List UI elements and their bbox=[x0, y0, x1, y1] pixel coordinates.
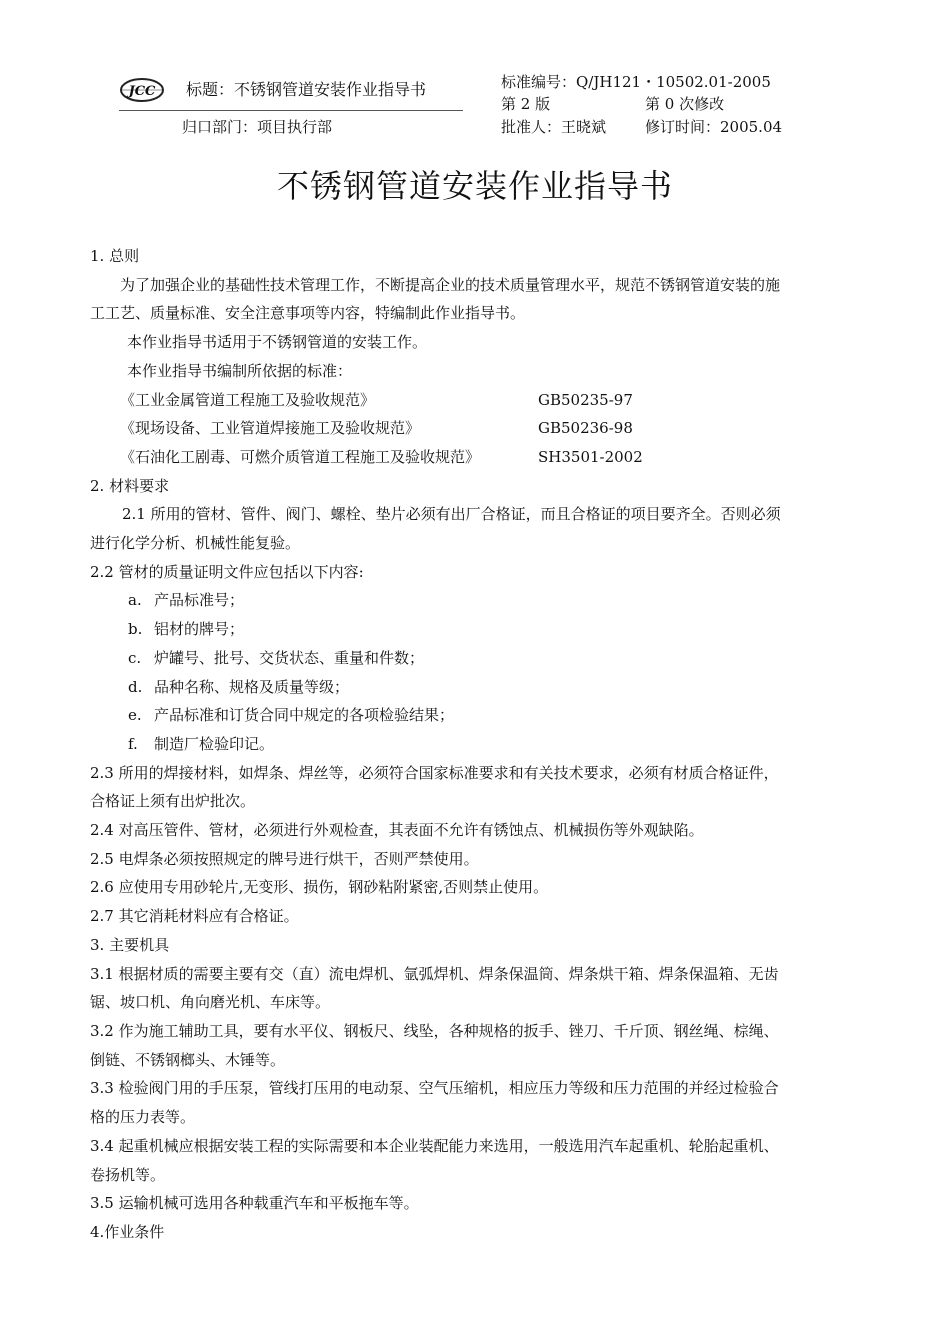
standard-number: 标准编号：Q/JH121・10502.01-2005 bbox=[501, 73, 771, 91]
list-item bbox=[90, 701, 862, 730]
paragraph: 锯、坡口机、角向磨光机、车床等。 bbox=[90, 993, 331, 1012]
section-3-heading: 3. 主要机具 bbox=[90, 935, 170, 954]
section-1-heading: 1. 总则 bbox=[90, 247, 140, 265]
approver: 批准人：王晓斌 bbox=[501, 118, 607, 136]
paragraph: 3.4 起重机械应根据安装工程的实际需要和本企业装配能力来选用，一般选用汽车起重机、轮胎起重机、 bbox=[90, 1136, 779, 1155]
logo-text: JCC bbox=[128, 84, 156, 99]
paragraph: 本作业指导书适用于不锈钢管道的安装工作。 bbox=[127, 333, 428, 352]
header-title-label: 标题： bbox=[186, 80, 235, 99]
department: 归口部门：项目执行部 bbox=[182, 118, 333, 136]
paragraph: 2.2 管材的质量证明文件应包括以下内容: bbox=[90, 562, 364, 581]
paragraph: 3.3 检验阀门用的手压泵，管线打压用的电动泵、空气压缩机，相应压力等级和压力范围的并经过检验合 bbox=[90, 1079, 779, 1098]
list-text: 炉罐号、批号、交货状态、重量和件数； bbox=[154, 648, 425, 667]
list-marker: e. bbox=[128, 706, 142, 725]
list-text: 产品标准和订货合同中规定的各项检验结果； bbox=[154, 706, 455, 725]
section-2-heading: 2. 材料要求 bbox=[90, 476, 170, 495]
list-marker: b. bbox=[128, 620, 143, 639]
list-item bbox=[90, 586, 862, 615]
paragraph: 合格证上须有出炉批次。 bbox=[90, 792, 256, 811]
list-item bbox=[90, 644, 862, 673]
list-item bbox=[90, 615, 862, 644]
paragraph: 卷扬机等。 bbox=[90, 1165, 166, 1184]
standard-item bbox=[90, 386, 862, 415]
paragraph: 3.1 根据材质的需要主要有交（直）流电焊机、氩弧焊机、焊条保温筒、焊条烘干箱、焊条保温箱、无齿 bbox=[90, 964, 779, 983]
paragraph: 2.4 对高压管件、管材，必须进行外观检查，其表面不允许有锈蚀点、机械损伤等外观缺陷。 bbox=[90, 821, 704, 840]
paragraph: 倒链、不锈钢榔头、木锤等。 bbox=[90, 1050, 286, 1069]
standard-code: SH3501-2002 bbox=[538, 447, 643, 466]
list-marker: f. bbox=[128, 734, 138, 753]
edition: 第 2 版 bbox=[501, 95, 551, 113]
standard-name: 《工业金属管道工程施工及验收规范》 bbox=[120, 390, 376, 409]
section-4-heading: 4.作业条件 bbox=[90, 1222, 165, 1241]
list-text: 制造厂检验印记。 bbox=[154, 734, 275, 753]
standard-item bbox=[90, 443, 862, 472]
list-marker: c. bbox=[128, 648, 142, 667]
paragraph: 进行化学分析、机械性能复验。 bbox=[90, 534, 301, 553]
paragraph: 本作业指导书编制所依据的标准： bbox=[127, 361, 353, 380]
document-title: 不锈钢管道安装作业指导书 bbox=[276, 167, 673, 205]
standard-name: 《石油化工剧毒、可燃介质管道工程施工及验收规范》 bbox=[120, 447, 481, 466]
header-title bbox=[186, 80, 426, 100]
list-text: 产品标准号； bbox=[154, 591, 245, 610]
revision: 第 0 次修改 bbox=[645, 95, 725, 113]
paragraph: 2.3 所用的焊接材料，如焊条、焊丝等，必须符合国家标准要求和有关技术要求，必须有材质合格证件， bbox=[90, 763, 779, 782]
paragraph: 2.7 其它消耗材料应有合格证。 bbox=[90, 907, 299, 926]
document-body bbox=[90, 242, 862, 1247]
revised-time: 修订时间：2005.04 bbox=[645, 118, 783, 136]
paragraph: 3.2 作为施工辅助工具，要有水平仪、钢板尺、线坠，各种规格的扳手、锉刀、千斤顶、钢丝绳、棕绳、 bbox=[90, 1021, 779, 1040]
company-logo bbox=[119, 75, 165, 105]
list-marker: d. bbox=[128, 677, 143, 696]
paragraph: 2.6 应使用专用砂轮片,无变形、损伤，钢砂粘附紧密,否则禁止使用。 bbox=[90, 878, 549, 897]
paragraph: 工工艺、质量标准、安全注意事项等内容，特编制此作业指导书。 bbox=[90, 304, 526, 323]
standard-name: 《现场设备、工业管道焊接施工及验收规范》 bbox=[120, 419, 421, 438]
header-rule bbox=[119, 110, 463, 111]
paragraph: 2.1 所用的管材、管件、阀门、螺栓、垫片必须有出厂合格证，而且合格证的项目要齐全。否则必须 bbox=[122, 505, 781, 524]
paragraph: 格的压力表等。 bbox=[90, 1108, 196, 1127]
paragraph: 2.5 电焊条必须按照规定的牌号进行烘干，否则严禁使用。 bbox=[90, 849, 479, 868]
header-title-value: 不锈钢管道安装作业指导书 bbox=[234, 80, 427, 99]
standard-code: GB50236-98 bbox=[538, 419, 633, 438]
list-text: 品种名称、规格及质量等级； bbox=[154, 677, 350, 696]
list-text: 铝材的牌号； bbox=[154, 620, 245, 639]
list-item bbox=[90, 673, 862, 702]
list-marker: a. bbox=[128, 591, 142, 610]
paragraph: 3.5 运输机械可选用各种载重汽车和平板拖车等。 bbox=[90, 1194, 419, 1213]
standard-code: GB50235-97 bbox=[538, 390, 633, 409]
list-item bbox=[90, 730, 862, 759]
standard-item bbox=[90, 414, 862, 443]
paragraph: 为了加强企业的基础性技术管理工作，不断提高企业的技术质量管理水平，规范不锈钢管道安装的施 bbox=[120, 275, 781, 294]
